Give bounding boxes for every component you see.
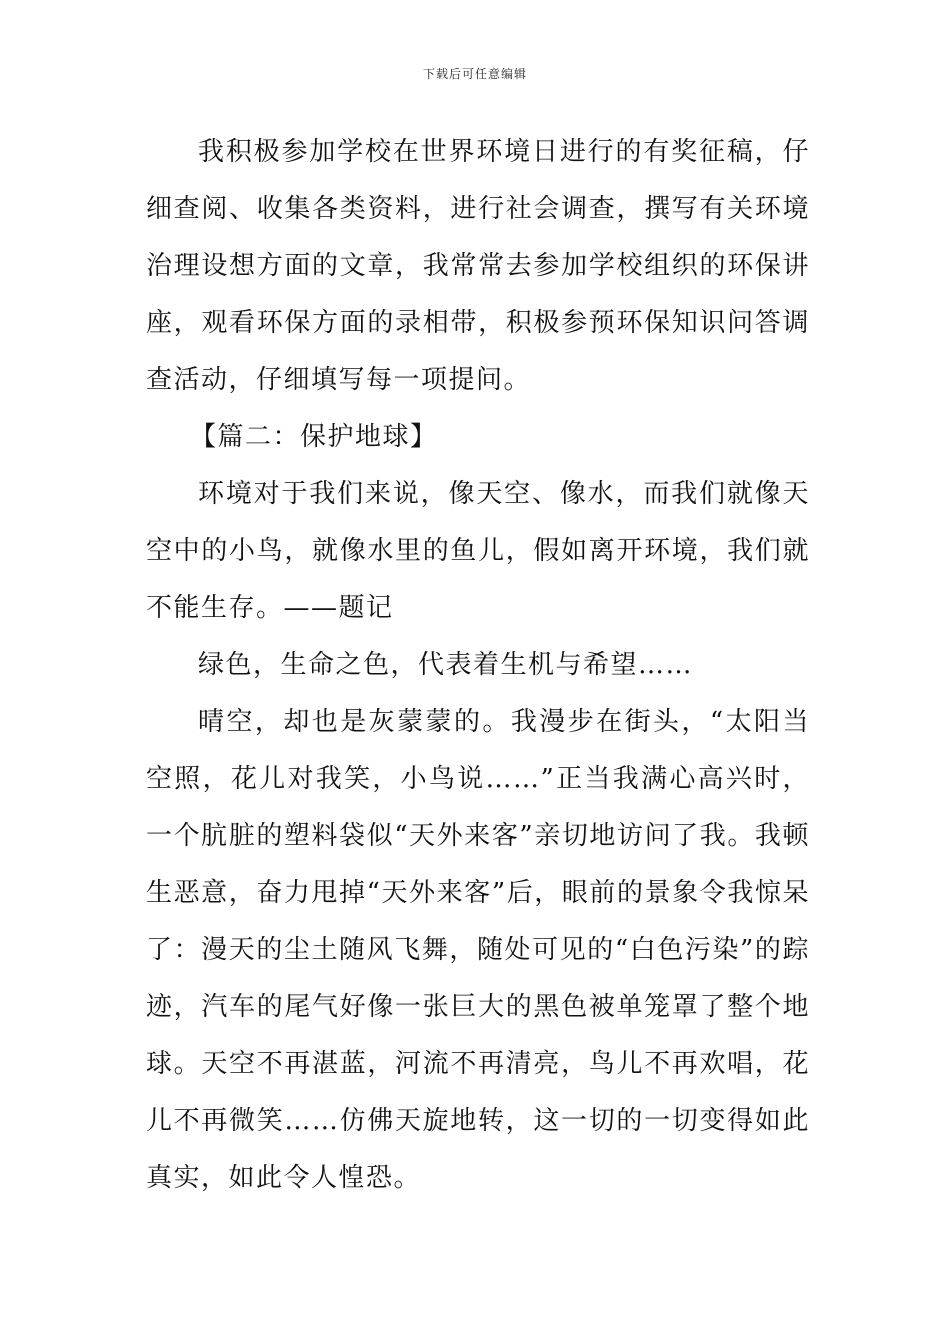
page-header: 下载后可任意编辑: [422, 67, 527, 81]
document-body: [146, 124, 810, 1207]
paragraph-epigraph: 环境对于我们来说，像天空、像水，而我们就像天空中的小鸟，就像水里的鱼儿，假如离开环境，我们就不能生存。——题记: [146, 479, 810, 623]
section-heading: 【篇二：保护地球】: [190, 422, 438, 452]
paragraph-1: 我积极参加学校在世界环境日进行的有奖征稿，仔细查阅、收集各类资料，进行社会调查，撰写有关环境治理设想方面的文章，我常常去参加学校组织的环保讲座，观看环保方面的录相带，积极参预环保知识问答调查活动，仔细填写每一项提问。: [146, 137, 810, 395]
paragraph-green: 绿色，生命之色，代表着生机与希望……: [198, 650, 694, 680]
paragraph-sky: 晴空，却也是灰蒙蒙的。我漫步在街头，“太阳当空照，花儿对我笑，小鸟说……”正当我满心高兴时，一个肮脏的塑料袋似“天外来客”亲切地访问了我。我顿生恶意，奋力甩掉“天外来客”后，眼前的景象令我惊呆了：漫天的尘土随风飞舞，随处可见的“白色污染”的踪迹，汽车的尾气好像一张巨大的黑色被单笼罩了整个地球。天空不再湛蓝，河流不再清亮，鸟儿不再欢唱，花儿不再微笑……仿佛天旋地转，这一切的一切变得如此真实，如此令人惶恐。: [146, 707, 810, 1193]
